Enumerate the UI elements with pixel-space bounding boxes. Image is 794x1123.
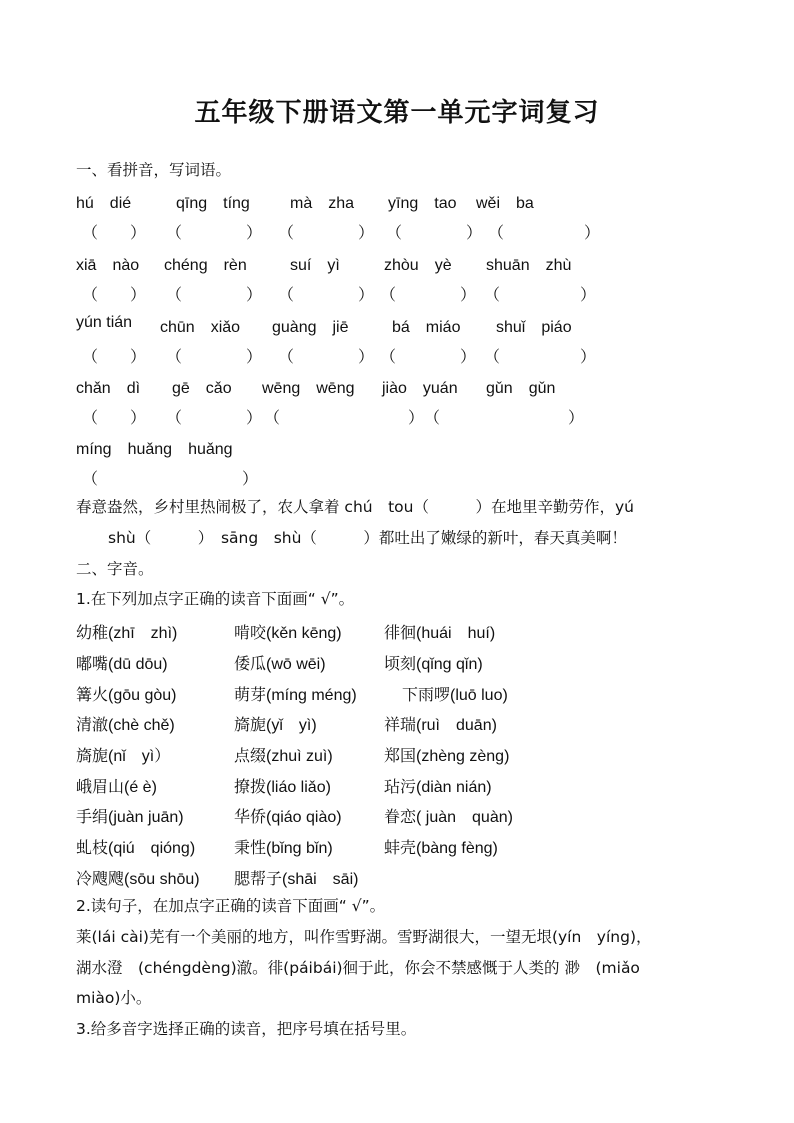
pinyin-cell: chūn xiǎo xyxy=(160,319,241,336)
q1-row xyxy=(0,774,794,796)
pinyin-cell: wěi ba xyxy=(476,195,534,212)
q1-item: 旖旎(nǐ yì） xyxy=(76,748,171,765)
pinyin-cell: yīng tao xyxy=(388,195,457,212)
answer-row xyxy=(0,466,794,488)
answer-blank[interactable]: （ ） xyxy=(82,471,259,488)
q1-item: 撩拨(liáo liǎo) xyxy=(234,779,331,796)
q1-item: 蚌壳(bàng fèng) xyxy=(384,840,498,857)
answer-blank[interactable]: （ ） xyxy=(166,410,263,427)
answer-blank[interactable]: （ ） xyxy=(166,349,263,366)
q1-item: 篝火(gōu gòu) xyxy=(76,687,177,704)
q2-passage-line: 莱(lái cài)芜有一个美丽的地方，叫作雪野湖。雪野湖很大，一望无垠(yín yíng)， xyxy=(76,928,652,946)
pinyin-cell: guàng jiē xyxy=(272,319,349,336)
q1-item: 手绢(juàn juān) xyxy=(76,809,184,826)
passage-line: 春意盎然，乡村里热闹极了，农人拿着 chú tou（ ）在地里辛勤劳作，yú xyxy=(76,498,634,516)
page-title: 五年级下册语文第一单元字词复习 xyxy=(194,98,600,128)
q1-item: 祥瑞(ruì duān) xyxy=(384,717,497,734)
answer-row xyxy=(0,282,794,304)
question-3: 3.给多音字选择正确的读音，把序号填在括号里。 xyxy=(76,1020,417,1038)
q1-item: 眷恋( juàn quàn) xyxy=(384,809,513,826)
answer-blank[interactable]: （ ） xyxy=(488,225,601,242)
q1-row xyxy=(0,866,794,888)
pinyin-cell: jiào yuán xyxy=(382,380,458,397)
answer-blank[interactable]: （ ） xyxy=(82,410,147,427)
section1-heading: 一、看拼音，写词语。 xyxy=(76,161,232,179)
q1-item: 冷飕飕(sōu shōu) xyxy=(76,871,200,888)
pinyin-row xyxy=(0,190,794,212)
q1-item: 下雨啰(luō luo) xyxy=(402,687,508,704)
q1-item: 腮帮子(shāi sāi) xyxy=(234,871,359,888)
pinyin-cell: gē cǎo xyxy=(172,380,232,397)
answer-row xyxy=(0,405,794,427)
q1-item: 顷刻(qǐng qǐn) xyxy=(384,656,483,673)
q1-row xyxy=(0,651,794,673)
answer-blank[interactable]: （ ） xyxy=(264,410,425,427)
pinyin-row xyxy=(0,252,794,274)
pinyin-cell: qīng tíng xyxy=(176,195,250,212)
pinyin-cell: suí yì xyxy=(290,257,340,274)
pinyin-cell: shuān zhù xyxy=(486,257,572,274)
answer-blank[interactable]: （ ） xyxy=(380,287,477,304)
q1-item: 萌芽(míng méng) xyxy=(234,687,357,704)
q1-row xyxy=(0,743,794,765)
pinyin-cell: míng huǎng huǎng xyxy=(76,441,233,458)
pinyin-cell: hú dié xyxy=(76,195,132,212)
answer-blank[interactable]: （ ） xyxy=(380,349,477,366)
question-1: 1.在下列加点字正确的读音下面画“ √”。 xyxy=(76,590,355,608)
q1-item: 秉性(bǐng bǐn) xyxy=(234,840,333,857)
q1-item: 徘徊(huái huí) xyxy=(384,625,496,642)
answer-blank[interactable]: （ ） xyxy=(82,287,147,304)
q2-passage-line: 湖水澄 (chéngdèng)澈。徘(páibái)徊于此，你会不禁感慨于人类的 渺 (miǎo xyxy=(76,959,640,977)
answer-blank[interactable]: （ ） xyxy=(166,287,263,304)
q1-row xyxy=(0,620,794,642)
pinyin-cell: gǔn gǔn xyxy=(486,380,556,397)
q1-item: 啃咬(kěn kēng) xyxy=(234,625,342,642)
q1-item: 郑国(zhèng zèng) xyxy=(384,748,510,765)
q1-item: 嘟嘴(dū dōu) xyxy=(76,656,168,673)
q1-item: 倭瓜(wō wēi) xyxy=(234,656,326,673)
passage-line: shù（ ） sāng shù（ ）都吐出了嫩绿的新叶，春天真美啊！ xyxy=(108,529,627,547)
q1-row xyxy=(0,682,794,704)
q1-row xyxy=(0,835,794,857)
answer-blank[interactable]: （ ） xyxy=(82,349,147,366)
pinyin-cell: chǎn dì xyxy=(76,380,141,397)
q1-item: 峨眉山(é è) xyxy=(76,779,157,796)
pinyin-cell: chéng rèn xyxy=(164,257,247,274)
q1-item: 旖旎(yǐ yì) xyxy=(234,717,317,734)
q1-item: 幼稚(zhī zhì) xyxy=(76,625,178,642)
answer-blank[interactable]: （ ） xyxy=(278,287,375,304)
q2-passage-line: miào)小。 xyxy=(76,989,152,1007)
question-2: 2.读句子，在加点字正确的读音下面画“ √”。 xyxy=(76,897,386,915)
pinyin-cell: wēng wēng xyxy=(262,380,355,397)
answer-row xyxy=(0,220,794,242)
answer-blank[interactable]: （ ） xyxy=(278,349,375,366)
pinyin-cell: shuǐ piáo xyxy=(496,319,572,336)
pinyin-cell: bá miáo xyxy=(392,319,461,336)
q1-item: 玷污(diàn nián) xyxy=(384,779,492,796)
pinyin-row xyxy=(0,314,794,336)
answer-blank[interactable]: （ ） xyxy=(484,287,597,304)
answer-blank[interactable]: （ ） xyxy=(82,225,147,242)
q1-item: 虬枝(qiú qióng) xyxy=(76,840,196,857)
q1-item: 点缀(zhuì zuì) xyxy=(234,748,333,765)
answer-blank[interactable]: （ ） xyxy=(484,349,597,366)
answer-blank[interactable]: （ ） xyxy=(278,225,375,242)
pinyin-row xyxy=(0,436,794,458)
answer-blank[interactable]: （ ） xyxy=(424,410,585,427)
q1-item: 清澈(chè chě) xyxy=(76,717,175,734)
answer-blank[interactable]: （ ） xyxy=(386,225,483,242)
q1-row xyxy=(0,712,794,734)
pinyin-cell: xiā nào xyxy=(76,257,140,274)
answer-blank[interactable]: （ ） xyxy=(166,225,263,242)
section2-heading: 二、字音。 xyxy=(76,560,154,578)
pinyin-cell: zhòu yè xyxy=(384,257,452,274)
pinyin-cell: yún tián xyxy=(76,314,133,331)
q1-item: 华侨(qiáo qiào) xyxy=(234,809,342,826)
q1-row xyxy=(0,804,794,826)
answer-row xyxy=(0,344,794,366)
pinyin-cell: mà zha xyxy=(290,195,355,212)
pinyin-row xyxy=(0,375,794,397)
